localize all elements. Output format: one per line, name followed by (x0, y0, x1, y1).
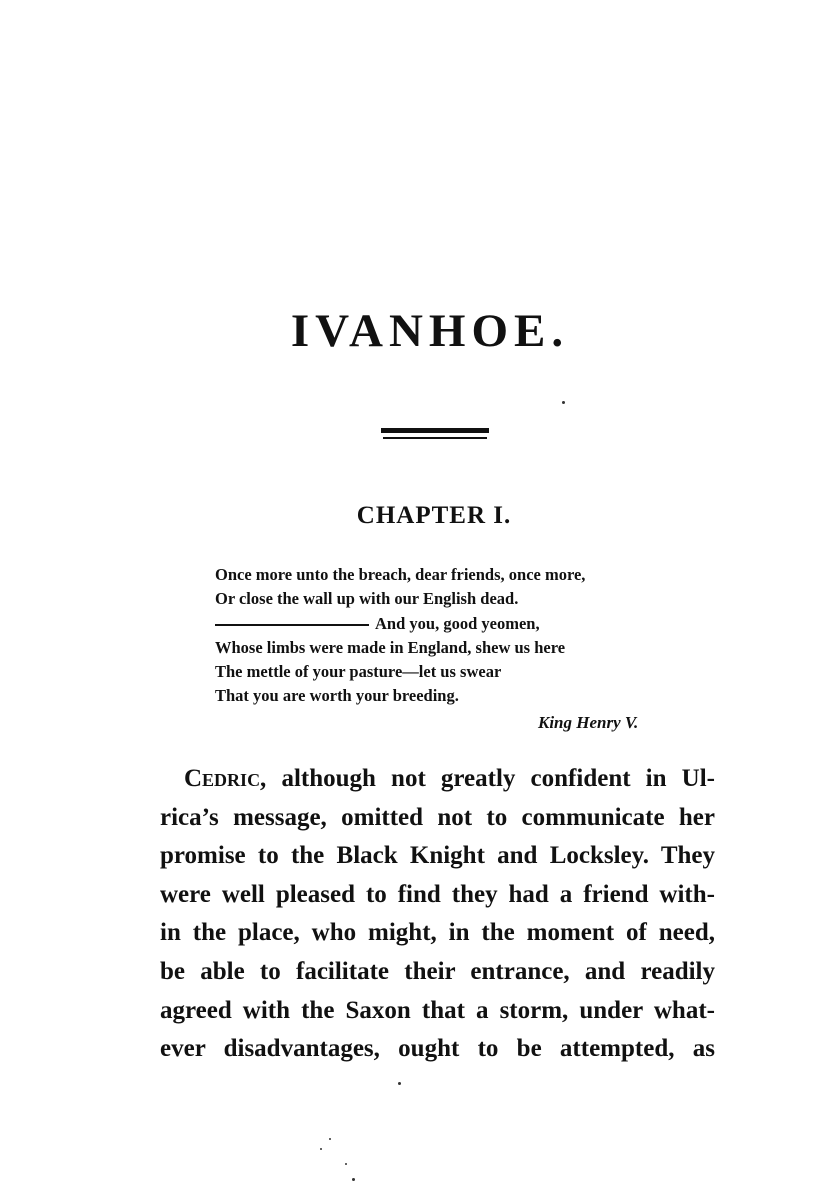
epigraph-line-with-rule (215, 612, 685, 636)
epigraph-line: That you are worth your breeding. (215, 686, 459, 706)
body-line-text: although not greatly confident in Ul- (266, 765, 715, 792)
body-line: rica’s message, omitted not to communicate her (160, 803, 715, 831)
epigraph-line: Or close the wall up with our English dead. (215, 589, 519, 609)
epigraph-attribution: King Henry V. (538, 713, 639, 732)
thin-rule (383, 437, 487, 439)
body-line-first (160, 760, 715, 799)
chapter-heading: CHAPTER I. (356, 502, 512, 529)
epigraph-line: The mettle of your pasture—let us swear (215, 662, 502, 682)
double-rule-ornament (381, 428, 489, 442)
epigraph-line: Once more unto the breach, dear friends, once more, (215, 565, 586, 584)
epigraph (215, 563, 685, 709)
book-title: IVANHOE. (290, 305, 570, 357)
ink-speck (398, 1082, 401, 1085)
ink-speck (352, 1178, 355, 1181)
body-paragraph (160, 760, 715, 1069)
ink-speck (329, 1138, 331, 1140)
body-line: be able to facilitate their entrance, and readily (160, 957, 715, 985)
ink-speck (320, 1148, 322, 1150)
body-line: agreed with the Saxon that a storm, under what- (160, 996, 715, 1024)
epigraph-line-text: And you, good yeomen, (375, 613, 540, 633)
ink-speck (562, 401, 565, 404)
body-line: promise to the Black Knight and Locksley. They (160, 842, 715, 870)
thick-rule (381, 428, 489, 433)
omission-dash-rule (215, 624, 369, 626)
body-line: ever disadvantages, ought to be attempted, as (160, 1035, 715, 1063)
opening-word: Cedric, (184, 765, 267, 792)
body-line: in the place, who might, in the moment of need, (160, 919, 715, 947)
ink-speck (345, 1163, 347, 1165)
body-line: were well pleased to find they had a friend with- (160, 880, 715, 908)
epigraph-line: Whose limbs were made in England, shew us here (215, 637, 566, 657)
